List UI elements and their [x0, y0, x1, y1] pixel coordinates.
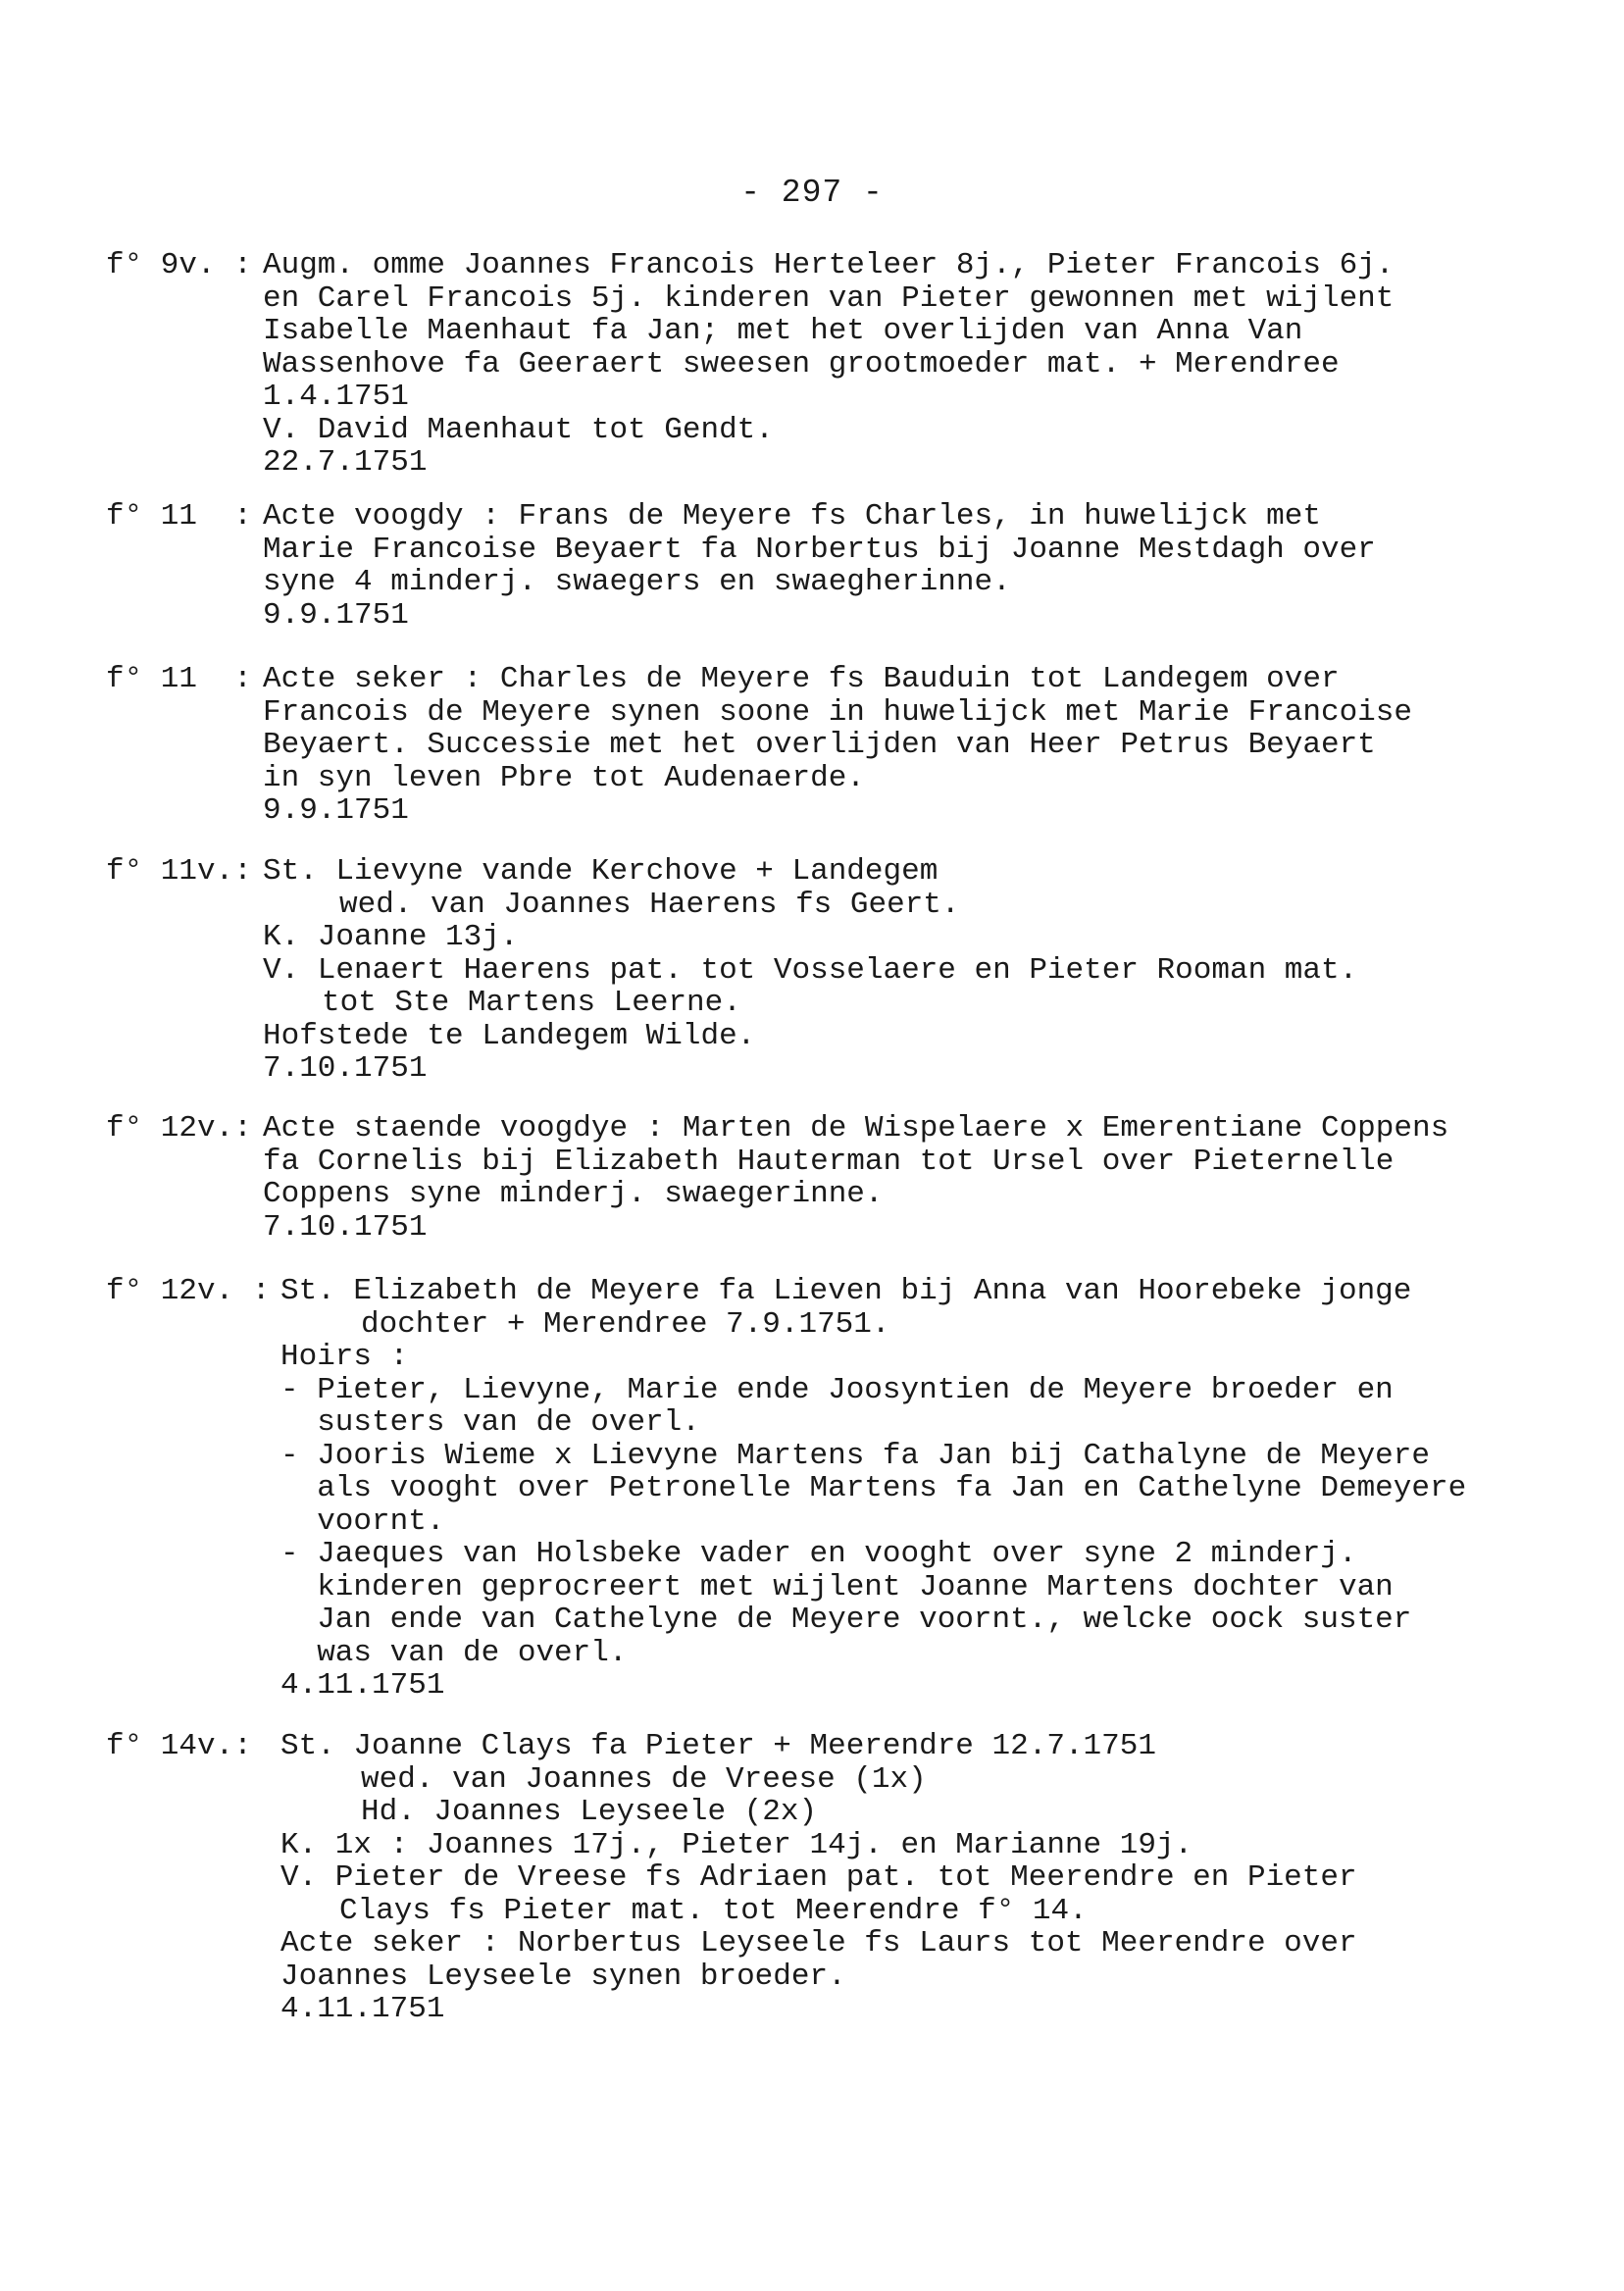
text-line: Acte voogdy : Frans de Meyere fs Charles, in huwelijck met	[263, 499, 1321, 534]
entry-text	[263, 663, 1577, 828]
text-line: Wassenhove fa Geeraert sweesen grootmoeder mat. + Merendree	[263, 346, 1340, 382]
text-line: Augm. omme Joannes Francois Herteleer 8j., Pieter Francois 6j.	[263, 248, 1395, 282]
text-line: als vooght over Petronelle Martens fa Jan en Cathelyne Demeyere	[280, 1471, 1467, 1505]
text-line: Coppens syne minderj. swaegerinne.	[263, 1177, 884, 1211]
page-number: - 297 -	[740, 175, 884, 211]
text-line: syne 4 minderj. swaegers en swaegherinne.	[263, 565, 1011, 599]
text-line: - Jaeques van Holsbeke vader en vooght over syne 2 minderj.	[280, 1537, 1357, 1571]
text-line: V. Lenaert Haerens pat. tot Vosselaere en Pieter Rooman mat.	[263, 952, 1358, 988]
folio-reference: f° 11v.:	[106, 854, 252, 889]
text-line: 9.9.1751	[263, 597, 409, 633]
entry-text	[263, 1730, 1577, 2026]
text-line: voornt.	[280, 1503, 445, 1539]
text-line: 7.10.1751	[263, 1209, 428, 1245]
text-line: susters van de overl.	[280, 1405, 700, 1440]
text-line: Clays fs Pieter mat. tot Meerendre f° 14.	[339, 1893, 1088, 1928]
text-line: fa Cornelis bij Elizabeth Hauterman tot Ursel over Pieternelle	[263, 1144, 1395, 1179]
text-line: - Jooris Wieme x Lievyne Martens fa Jan bij Cathalyne de Meyere	[280, 1438, 1430, 1473]
folio-reference: f° 12v.:	[106, 1111, 252, 1146]
text-line: Marie Francoise Beyaert fa Norbertus bij Joanne Mestdagh over	[263, 532, 1376, 567]
folio-reference: f° 14v.:	[106, 1729, 252, 1763]
text-line: K. Joanne 13j.	[263, 920, 519, 954]
text-line: Acte staende voogdye : Marten de Wispelaere x Emerentiane Coppens	[263, 1111, 1449, 1146]
text-line: V. Pieter de Vreese fs Adriaen pat. tot Meerendre en Pieter	[280, 1860, 1357, 1895]
text-line: St. Lievyne vande Kerchove + Landegem	[263, 854, 939, 889]
entry-text	[263, 855, 1577, 1086]
entry-text	[263, 1112, 1577, 1244]
text-line: wed. van Joannes de Vreese (1x)	[361, 1761, 927, 1797]
text-line: wed. van Joannes Haerens fs Geert.	[339, 887, 960, 922]
text-line: Jan ende van Cathelyne de Meyere voornt., welcke oock suster	[280, 1603, 1412, 1637]
text-line: St. Joanne Clays fa Pieter + Meerendre 12.7.1751	[280, 1729, 1156, 1763]
text-line: 1.4.1751	[263, 380, 409, 414]
text-line: Acte seker : Charles de Meyere fs Bauduin tot Landegem over	[263, 662, 1340, 696]
entry-text	[263, 500, 1577, 632]
text-line: K. 1x : Joannes 17j., Pieter 14j. en Marianne 19j.	[280, 1827, 1193, 1862]
folio-reference: f° 12v. :	[106, 1274, 271, 1308]
text-line: dochter + Merendree 7.9.1751.	[361, 1306, 890, 1342]
text-line: Beyaert. Successie met het overlijden van Heer Petrus Beyaert	[263, 728, 1376, 762]
text-line: 4.11.1751	[280, 1992, 445, 2026]
text-line: en Carel Francois 5j. kinderen van Pieter gewonnen met wijlent	[263, 280, 1395, 316]
text-line: 7.10.1751	[263, 1051, 428, 1086]
text-line: Francois de Meyere synen soone in huwelijck met Marie Francoise	[263, 694, 1412, 730]
text-line: 4.11.1751	[280, 1668, 445, 1703]
text-line: Acte seker : Norbertus Leyseele fs Laurs tot Meerendre over	[280, 1926, 1357, 1960]
text-line: was van de overl.	[280, 1635, 628, 1670]
text-line: - Pieter, Lievyne, Marie ende Joosyntien de Meyere broeder en	[280, 1372, 1394, 1407]
text-line: kinderen geprocreert met wijlent Joanne Martens dochter van	[280, 1569, 1394, 1604]
folio-reference: f° 11 :	[106, 662, 252, 696]
text-line: Hoirs :	[280, 1340, 409, 1374]
text-line: 9.9.1751	[263, 793, 409, 828]
text-line: St. Elizabeth de Meyere fa Lieven bij Anna van Hoorebeke jonge	[280, 1274, 1412, 1308]
folio-reference: f° 11 :	[106, 499, 252, 534]
text-line: V. David Maenhaut tot Gendt.	[263, 412, 774, 447]
text-line: Hofstede te Landegem Wilde.	[263, 1018, 756, 1053]
entry-text	[263, 1275, 1577, 1703]
text-line: Joannes Leyseele synen broeder.	[280, 1959, 846, 1994]
entry-text	[263, 249, 1577, 480]
text-line: in syn leven Pbre tot Audenaerde.	[263, 760, 865, 795]
text-line: 22.7.1751	[263, 445, 428, 480]
folio-reference: f° 9v. :	[106, 248, 252, 282]
text-line: Hd. Joannes Leyseele (2x)	[361, 1795, 818, 1829]
text-line: Isabelle Maenhaut fa Jan; met het overlijden van Anna Van	[263, 314, 1303, 348]
text-line: tot Ste Martens Leerne.	[322, 986, 741, 1020]
